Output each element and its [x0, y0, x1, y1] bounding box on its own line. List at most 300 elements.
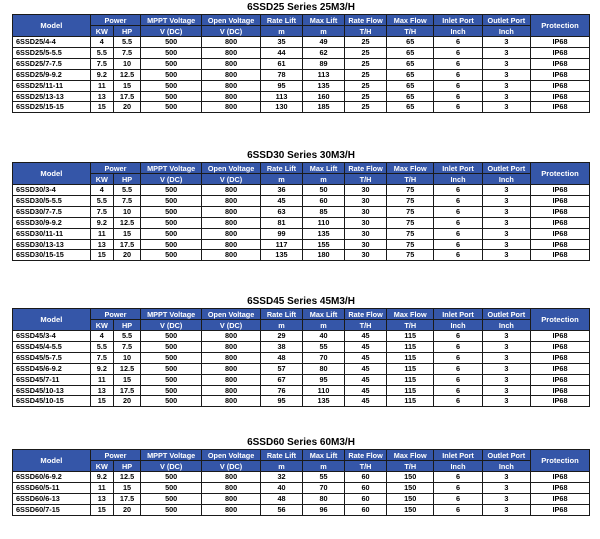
header-open-voltage: Open Voltage [202, 163, 261, 174]
table-cell: 40 [303, 331, 345, 342]
model-cell: 6SSD45/5-7.5 [13, 352, 91, 363]
table-cell: 17.5 [113, 385, 140, 396]
table-cell: 20 [113, 504, 140, 515]
table-cell: IP68 [531, 482, 590, 493]
table-row [13, 102, 590, 113]
table-row [13, 80, 590, 91]
table-cell: 160 [303, 91, 345, 102]
header-outlet-port: Outlet Port [482, 450, 530, 461]
table-cell: 65 [387, 37, 434, 48]
table-cell: 75 [387, 228, 434, 239]
table-cell: 800 [202, 206, 261, 217]
unit-mppt-vdc: V (DC) [141, 26, 202, 37]
header-max-lift: Max Lift [303, 15, 345, 26]
model-cell: 6SSD30/15-15 [13, 250, 91, 261]
table-cell: 45 [345, 385, 387, 396]
table-row [13, 374, 590, 385]
section-title: 6SSD45 Series 45M3/H [247, 296, 355, 307]
table-cell: 15 [113, 80, 140, 91]
table-cell: 800 [202, 80, 261, 91]
header-max-flow: Max Flow [387, 309, 434, 320]
table-cell: 60 [345, 472, 387, 483]
table-cell: 85 [303, 206, 345, 217]
table-cell: 15 [113, 374, 140, 385]
table-cell: 30 [345, 239, 387, 250]
table-cell: 6 [434, 504, 482, 515]
table-cell: 13 [90, 91, 113, 102]
table-cell: 155 [303, 239, 345, 250]
table-cell: 65 [387, 80, 434, 91]
header-protection: Protection [531, 450, 590, 472]
table-row [13, 331, 590, 342]
table-cell: 3 [482, 331, 530, 342]
unit-max-lift-m: m [303, 320, 345, 331]
table-cell: 25 [345, 69, 387, 80]
table-cell: 6 [434, 363, 482, 374]
table-row [13, 185, 590, 196]
unit-rate-lift-m: m [260, 320, 302, 331]
model-cell: 6SSD60/6-9.2 [13, 472, 91, 483]
unit-outlet-inch: Inch [482, 461, 530, 472]
unit-kw: KW [90, 26, 113, 37]
table-cell: 65 [387, 91, 434, 102]
table-cell: 7.5 [90, 206, 113, 217]
header-max-flow: Max Flow [387, 163, 434, 174]
table-cell: 500 [141, 482, 202, 493]
table-cell: 9.2 [90, 217, 113, 228]
table-cell: 3 [482, 217, 530, 228]
table-cell: 99 [260, 228, 302, 239]
table-cell: IP68 [531, 91, 590, 102]
table-cell: 3 [482, 47, 530, 58]
table-cell: 45 [345, 331, 387, 342]
table-cell: 30 [345, 228, 387, 239]
table-cell: 800 [202, 493, 261, 504]
table-cell: 75 [387, 239, 434, 250]
table-cell: 150 [387, 493, 434, 504]
header-mppt-voltage: MPPT Voltage [141, 309, 202, 320]
table-cell: 135 [303, 396, 345, 407]
table-cell: 95 [260, 396, 302, 407]
model-cell: 6SSD25/9-9.2 [13, 69, 91, 80]
unit-max-flow-th: T/H [387, 26, 434, 37]
table-cell: 800 [202, 250, 261, 261]
table-cell: 500 [141, 504, 202, 515]
table-cell: 3 [482, 493, 530, 504]
table-cell: 5.5 [90, 341, 113, 352]
table-cell: 113 [303, 69, 345, 80]
section-title: 6SSD60 Series 60M3/H [247, 437, 355, 448]
header-mppt-voltage: MPPT Voltage [141, 15, 202, 26]
table-cell: 60 [303, 195, 345, 206]
table-cell: 6 [434, 102, 482, 113]
table-cell: 12.5 [113, 217, 140, 228]
table-cell: IP68 [531, 228, 590, 239]
unit-max-flow-th: T/H [387, 461, 434, 472]
table-cell: 6 [434, 250, 482, 261]
table-cell: 6 [434, 396, 482, 407]
table-cell: 15 [90, 250, 113, 261]
table-cell: 113 [260, 91, 302, 102]
table-cell: 500 [141, 185, 202, 196]
table-cell: 30 [345, 195, 387, 206]
header-open-voltage: Open Voltage [202, 450, 261, 461]
table-row [13, 472, 590, 483]
model-cell: 6SSD45/10-13 [13, 385, 91, 396]
model-cell: 6SSD25/11-11 [13, 80, 91, 91]
header-power: Power [90, 163, 140, 174]
table-cell: 3 [482, 352, 530, 363]
header-mppt-voltage: MPPT Voltage [141, 163, 202, 174]
table-cell: 800 [202, 91, 261, 102]
table-cell: 185 [303, 102, 345, 113]
table-cell: 500 [141, 37, 202, 48]
table-cell: IP68 [531, 185, 590, 196]
table-cell: 3 [482, 185, 530, 196]
table-cell: 500 [141, 352, 202, 363]
table-cell: 95 [260, 80, 302, 91]
table-cell: 65 [387, 47, 434, 58]
table-cell: 60 [345, 482, 387, 493]
table-cell: 500 [141, 102, 202, 113]
table-cell: 30 [345, 250, 387, 261]
table-cell: 3 [482, 37, 530, 48]
table-row [13, 341, 590, 352]
table-cell: 800 [202, 239, 261, 250]
header-outlet-port: Outlet Port [482, 163, 530, 174]
section-6ssd45 [12, 296, 590, 407]
spec-table [12, 308, 590, 407]
table-cell: 15 [90, 102, 113, 113]
model-cell: 6SSD45/7-11 [13, 374, 91, 385]
header-rate-lift: Rate Lift [260, 15, 302, 26]
model-cell: 6SSD30/11-11 [13, 228, 91, 239]
table-cell: 75 [387, 185, 434, 196]
table-row [13, 217, 590, 228]
table-cell: 3 [482, 228, 530, 239]
table-cell: IP68 [531, 504, 590, 515]
header-rate-lift: Rate Lift [260, 450, 302, 461]
model-cell: 6SSD25/4-4 [13, 37, 91, 48]
table-cell: 3 [482, 206, 530, 217]
table-cell: 80 [303, 493, 345, 504]
table-cell: 500 [141, 374, 202, 385]
table-cell: 48 [260, 352, 302, 363]
unit-outlet-inch: Inch [482, 26, 530, 37]
table-cell: 7.5 [113, 195, 140, 206]
table-row [13, 37, 590, 48]
table-cell: 65 [387, 102, 434, 113]
table-cell: 35 [260, 37, 302, 48]
table-cell: 20 [113, 250, 140, 261]
table-cell: 95 [303, 374, 345, 385]
table-cell: 6 [434, 185, 482, 196]
table-cell: 3 [482, 69, 530, 80]
table-cell: 10 [113, 206, 140, 217]
table-cell: 800 [202, 504, 261, 515]
header-max-lift: Max Lift [303, 309, 345, 320]
model-cell: 6SSD25/5-5.5 [13, 47, 91, 58]
section-6ssd25 [12, 2, 590, 113]
header-max-lift: Max Lift [303, 163, 345, 174]
model-cell: 6SSD45/4-5.5 [13, 341, 91, 352]
table-cell: 13 [90, 239, 113, 250]
table-cell: 6 [434, 472, 482, 483]
header-max-lift: Max Lift [303, 450, 345, 461]
unit-rate-flow-th: T/H [345, 174, 387, 185]
unit-outlet-inch: Inch [482, 320, 530, 331]
unit-rate-flow-th: T/H [345, 461, 387, 472]
header-inlet-port: Inlet Port [434, 163, 482, 174]
header-outlet-port: Outlet Port [482, 15, 530, 26]
table-row [13, 58, 590, 69]
table-cell: 800 [202, 37, 261, 48]
unit-open-vdc: V (DC) [202, 461, 261, 472]
table-cell: 115 [387, 385, 434, 396]
table-cell: IP68 [531, 69, 590, 80]
table-cell: 75 [387, 206, 434, 217]
unit-open-vdc: V (DC) [202, 320, 261, 331]
unit-kw: KW [90, 174, 113, 185]
table-cell: 36 [260, 185, 302, 196]
table-cell: 500 [141, 195, 202, 206]
header-model: Model [13, 163, 91, 185]
table-cell: 63 [260, 206, 302, 217]
table-cell: 800 [202, 341, 261, 352]
table-cell: 12.5 [113, 363, 140, 374]
table-cell: 45 [260, 195, 302, 206]
table-cell: 6 [434, 331, 482, 342]
table-cell: 13 [90, 385, 113, 396]
unit-hp: HP [113, 320, 140, 331]
table-cell: 56 [260, 504, 302, 515]
table-row [13, 228, 590, 239]
table-cell: 500 [141, 385, 202, 396]
table-cell: 60 [345, 504, 387, 515]
table-cell: 30 [345, 185, 387, 196]
table-cell: 11 [90, 374, 113, 385]
table-cell: 4 [90, 37, 113, 48]
table-cell: 6 [434, 69, 482, 80]
table-cell: 150 [387, 482, 434, 493]
table-cell: 49 [303, 37, 345, 48]
header-protection: Protection [531, 309, 590, 331]
table-cell: 500 [141, 239, 202, 250]
table-cell: 500 [141, 331, 202, 342]
unit-mppt-vdc: V (DC) [141, 320, 202, 331]
table-cell: 110 [303, 217, 345, 228]
table-cell: 150 [387, 504, 434, 515]
table-cell: 45 [345, 352, 387, 363]
table-cell: 6 [434, 374, 482, 385]
section-title: 6SSD25 Series 25M3/H [247, 2, 355, 13]
table-cell: 30 [345, 206, 387, 217]
table-cell: IP68 [531, 352, 590, 363]
table-cell: 115 [387, 352, 434, 363]
table-cell: 6 [434, 195, 482, 206]
table-cell: 115 [387, 363, 434, 374]
table-cell: 62 [303, 47, 345, 58]
table-cell: 9.2 [90, 472, 113, 483]
model-cell: 6SSD60/5-11 [13, 482, 91, 493]
table-cell: 25 [345, 58, 387, 69]
unit-outlet-inch: Inch [482, 174, 530, 185]
spec-table [12, 162, 590, 261]
table-cell: 800 [202, 482, 261, 493]
table-cell: 55 [303, 472, 345, 483]
table-cell: 25 [345, 91, 387, 102]
header-open-voltage: Open Voltage [202, 309, 261, 320]
header-rate-flow: Rate Flow [345, 309, 387, 320]
table-cell: 3 [482, 58, 530, 69]
table-cell: 800 [202, 69, 261, 80]
header-model: Model [13, 309, 91, 331]
table-cell: 800 [202, 331, 261, 342]
unit-open-vdc: V (DC) [202, 26, 261, 37]
table-cell: 75 [387, 250, 434, 261]
table-cell: 70 [303, 352, 345, 363]
table-cell: 29 [260, 331, 302, 342]
unit-max-lift-m: m [303, 461, 345, 472]
model-cell: 6SSD25/7-7.5 [13, 58, 91, 69]
model-cell: 6SSD60/6-13 [13, 493, 91, 504]
table-cell: 115 [387, 374, 434, 385]
table-cell: 25 [345, 102, 387, 113]
header-protection: Protection [531, 163, 590, 185]
table-cell: 10 [113, 58, 140, 69]
table-cell: 25 [345, 80, 387, 91]
table-cell: 89 [303, 58, 345, 69]
table-cell: 180 [303, 250, 345, 261]
table-cell: 800 [202, 374, 261, 385]
table-cell: 4 [90, 185, 113, 196]
table-cell: 6 [434, 239, 482, 250]
table-cell: 5.5 [90, 195, 113, 206]
table-cell: 500 [141, 472, 202, 483]
table-cell: 6 [434, 385, 482, 396]
table-cell: 45 [345, 396, 387, 407]
unit-max-lift-m: m [303, 26, 345, 37]
table-cell: 70 [303, 482, 345, 493]
table-cell: 800 [202, 185, 261, 196]
table-cell: 5.5 [113, 185, 140, 196]
table-cell: 4 [90, 331, 113, 342]
table-cell: 78 [260, 69, 302, 80]
table-cell: 135 [303, 228, 345, 239]
table-cell: IP68 [531, 250, 590, 261]
table-cell: IP68 [531, 37, 590, 48]
header-rate-flow: Rate Flow [345, 15, 387, 26]
table-cell: 6 [434, 482, 482, 493]
table-cell: IP68 [531, 331, 590, 342]
table-cell: 3 [482, 363, 530, 374]
table-cell: 11 [90, 482, 113, 493]
table-cell: 150 [387, 472, 434, 483]
unit-inlet-inch: Inch [434, 174, 482, 185]
header-rate-lift: Rate Lift [260, 309, 302, 320]
table-row [13, 47, 590, 58]
table-cell: 6 [434, 493, 482, 504]
table-cell: 3 [482, 385, 530, 396]
unit-mppt-vdc: V (DC) [141, 174, 202, 185]
table-cell: 7.5 [90, 58, 113, 69]
table-cell: 17.5 [113, 239, 140, 250]
table-cell: 81 [260, 217, 302, 228]
unit-hp: HP [113, 26, 140, 37]
header-inlet-port: Inlet Port [434, 15, 482, 26]
table-cell: IP68 [531, 385, 590, 396]
table-cell: 500 [141, 396, 202, 407]
table-cell: 6 [434, 228, 482, 239]
model-cell: 6SSD25/15-15 [13, 102, 91, 113]
table-cell: 50 [303, 185, 345, 196]
table-row [13, 195, 590, 206]
table-cell: 75 [387, 195, 434, 206]
table-cell: 7.5 [90, 352, 113, 363]
table-cell: 65 [387, 69, 434, 80]
table-cell: IP68 [531, 195, 590, 206]
table-cell: IP68 [531, 102, 590, 113]
table-cell: 32 [260, 472, 302, 483]
table-cell: 500 [141, 363, 202, 374]
table-cell: 9.2 [90, 69, 113, 80]
table-cell: 11 [90, 80, 113, 91]
table-cell: 6 [434, 341, 482, 352]
table-cell: IP68 [531, 374, 590, 385]
table-cell: 9.2 [90, 363, 113, 374]
table-cell: 800 [202, 58, 261, 69]
table-cell: 3 [482, 482, 530, 493]
unit-rate-lift-m: m [260, 461, 302, 472]
unit-rate-flow-th: T/H [345, 320, 387, 331]
table-cell: IP68 [531, 396, 590, 407]
table-row [13, 396, 590, 407]
header-mppt-voltage: MPPT Voltage [141, 450, 202, 461]
unit-max-lift-m: m [303, 174, 345, 185]
table-cell: 6 [434, 352, 482, 363]
table-cell: 3 [482, 239, 530, 250]
table-cell: 7.5 [113, 47, 140, 58]
table-cell: 6 [434, 80, 482, 91]
table-cell: 6 [434, 47, 482, 58]
table-cell: 6 [434, 217, 482, 228]
table-cell: 500 [141, 493, 202, 504]
table-cell: 15 [90, 504, 113, 515]
table-cell: 800 [202, 102, 261, 113]
model-cell: 6SSD45/3-4 [13, 331, 91, 342]
unit-max-flow-th: T/H [387, 320, 434, 331]
table-cell: 55 [303, 341, 345, 352]
table-cell: IP68 [531, 341, 590, 352]
table-cell: IP68 [531, 47, 590, 58]
table-cell: 65 [387, 58, 434, 69]
table-cell: 6 [434, 58, 482, 69]
table-cell: 17.5 [113, 91, 140, 102]
table-row [13, 363, 590, 374]
table-row [13, 250, 590, 261]
table-cell: 3 [482, 396, 530, 407]
table-cell: 115 [387, 331, 434, 342]
unit-kw: KW [90, 320, 113, 331]
table-cell: 13 [90, 493, 113, 504]
table-cell: 15 [113, 482, 140, 493]
table-cell: 500 [141, 69, 202, 80]
table-cell: 500 [141, 47, 202, 58]
table-cell: 96 [303, 504, 345, 515]
unit-inlet-inch: Inch [434, 26, 482, 37]
section-6ssd60 [12, 437, 590, 516]
model-cell: 6SSD45/6-9.2 [13, 363, 91, 374]
